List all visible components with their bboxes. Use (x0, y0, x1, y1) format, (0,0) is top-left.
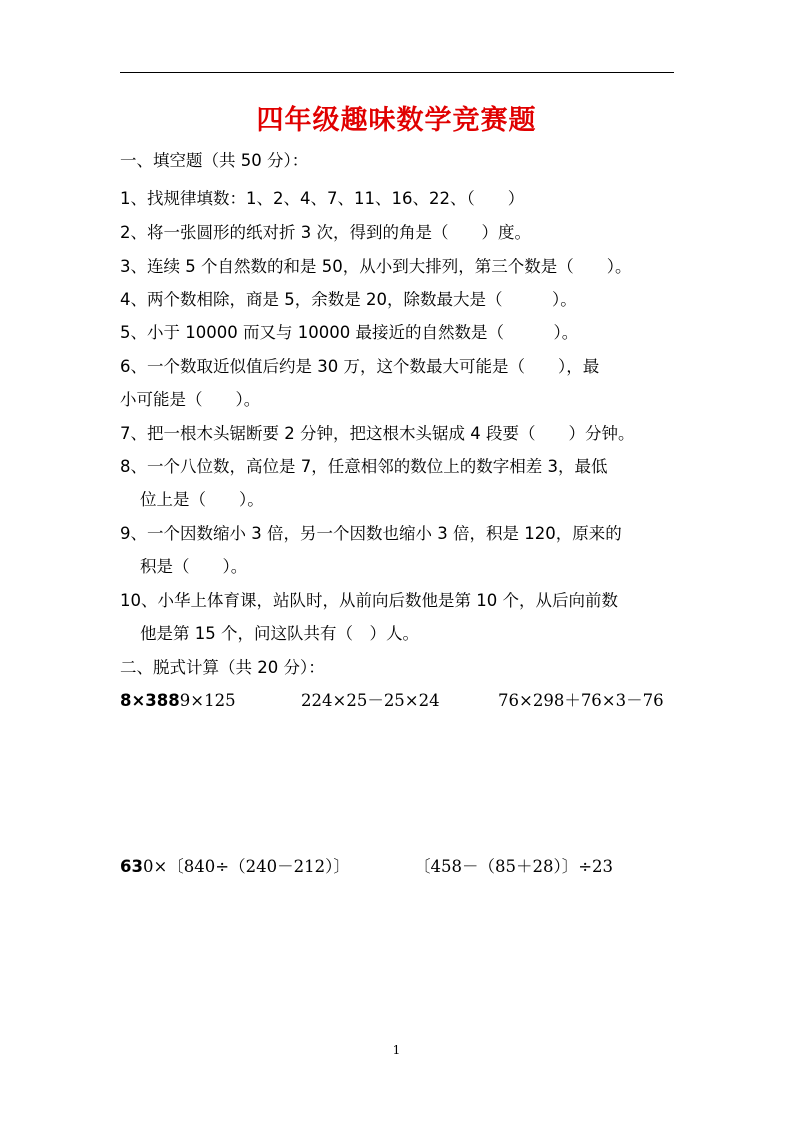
question-1: 1、找规律填数：1、2、4、7、11、16、22、（ ） (120, 189, 525, 208)
calc-5: 〔458－（85＋28）〕÷23 (414, 857, 614, 876)
question-10-line1: 10、小华上体育课，站队时，从前向后数他是第 10 个，从后向前数 (120, 591, 618, 610)
question-6-line2: 小可能是（ ）。 (120, 390, 261, 409)
question-9-line1: 9、一个因数缩小 3 倍，另一个因数也缩小 3 倍，积是 120，原来的 (120, 524, 622, 543)
calc-4 (120, 856, 350, 878)
calc-1-bold-part: 8×388 (120, 691, 180, 710)
question-6-line1: 6、一个数取近似值后约是 30 万，这个数最大可能是（ ），最 (120, 357, 600, 376)
calc-3: 76×298＋76×3－76 (498, 691, 664, 710)
question-7: 7、把一根木头锯断要 2 分钟，把这根木头锯成 4 段要（ ）分钟。 (120, 424, 635, 443)
question-8-line2: 位上是（ ）。 (140, 490, 264, 509)
question-3: 3、连续 5 个自然数的和是 50，从小到大排列，第三个数是（ ）。 (120, 257, 632, 276)
question-4: 4、两个数相除，商是 5，余数是 20，除数最大是（ ）。 (120, 290, 577, 309)
header-rule (120, 72, 674, 73)
calc-1-rest: 9×125 (179, 691, 236, 710)
question-8-line1: 8、一个八位数，高位是 7，任意相邻的数位上的数字相差 3，最低 (120, 457, 608, 476)
calc-4-rest: 0×〔840÷（240－212）〕 (142, 857, 350, 876)
question-10-line2: 他是第 15 个，问这队共有（ ）人。 (140, 624, 419, 643)
section2-heading: 二、脱式计算（共 20 分）： (120, 658, 325, 677)
question-2: 2、将一张圆形的纸对折 3 次，得到的角是（ ）度。 (120, 223, 531, 242)
section1-heading: 一、填空题（共 50 分）： (120, 151, 309, 170)
calc-2: 224×25－25×24 (301, 691, 440, 710)
calc-4-bold-part: 63 (120, 857, 143, 876)
page-number: 1 (392, 1043, 401, 1057)
question-9-line2: 积是（ ）。 (140, 557, 248, 576)
page-title: 四年级趣味数学竞赛题 (256, 105, 537, 136)
calc-1 (120, 690, 236, 712)
question-5: 5、小于 10000 而又与 10000 最接近的自然数是（ ）。 (120, 323, 579, 342)
